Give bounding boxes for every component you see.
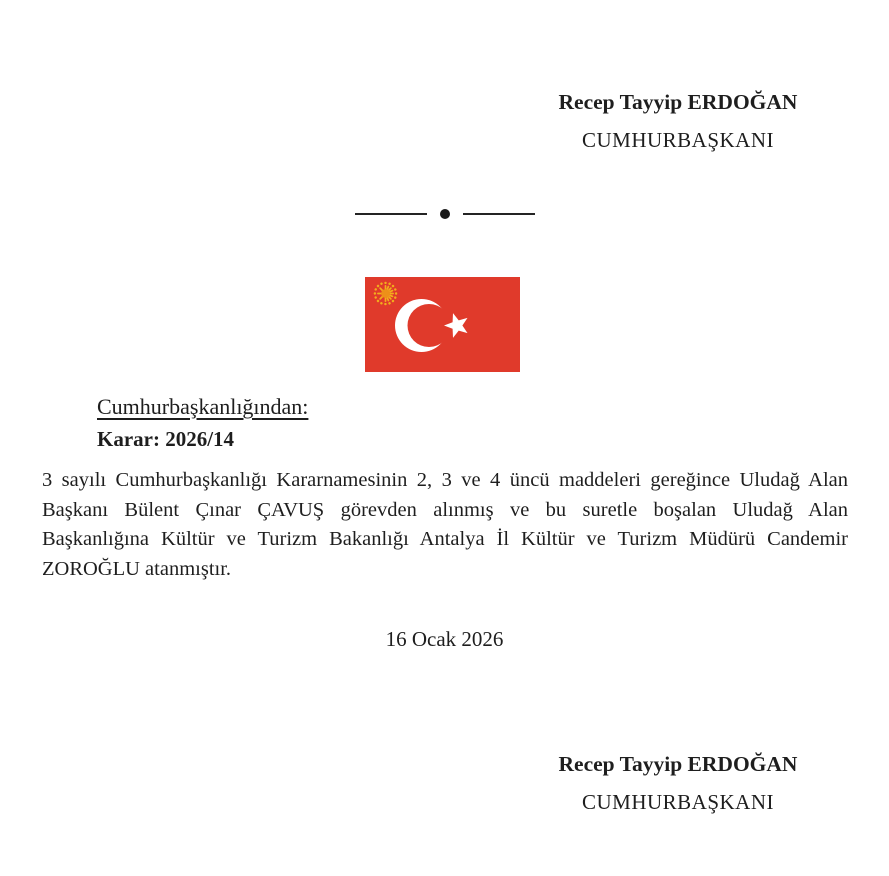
body-line: ZOROĞLU atanmıştır.	[42, 557, 232, 580]
signatory-name: Recep Tayyip ERDOĞAN	[558, 752, 798, 776]
signatory-title: CUMHURBAŞKANI	[581, 128, 775, 152]
separator-line-right	[463, 213, 535, 215]
separator-dot	[440, 209, 450, 219]
signature-block-top	[519, 90, 837, 153]
body-line: 3 sayılı Cumhurbaşkanlığı Kararnamesinin 2, 3 ve 4 üncü maddeleri gereğince Uludağ Alan	[42, 469, 848, 491]
turkish-presidential-flag-image	[365, 277, 520, 372]
section-separator	[0, 204, 889, 224]
decision-number: Karar: 2026/14	[97, 427, 235, 451]
signatory-name: Recep Tayyip ERDOĞAN	[558, 90, 798, 114]
body-line: Başkanlığına Kültür ve Turizm Bakanlığı Antalya İl Kültür ve Turizm Müdürü Candemir	[42, 528, 848, 550]
decree-date: 16 Ocak 2026	[385, 627, 504, 651]
signature-block-bottom	[519, 752, 837, 815]
issuer-heading: Cumhurbaşkanlığından:	[97, 394, 309, 419]
body-line: Başkanı Bülent Çınar ÇAVUŞ görevden alınmış ve bu suretle boşalan Uludağ Alan	[42, 498, 848, 521]
decree-body	[42, 466, 848, 584]
flag-svg	[365, 277, 520, 372]
signatory-title: CUMHURBAŞKANI	[581, 790, 775, 814]
separator-line-left	[355, 213, 427, 215]
presidential-seal-icon	[375, 283, 396, 304]
